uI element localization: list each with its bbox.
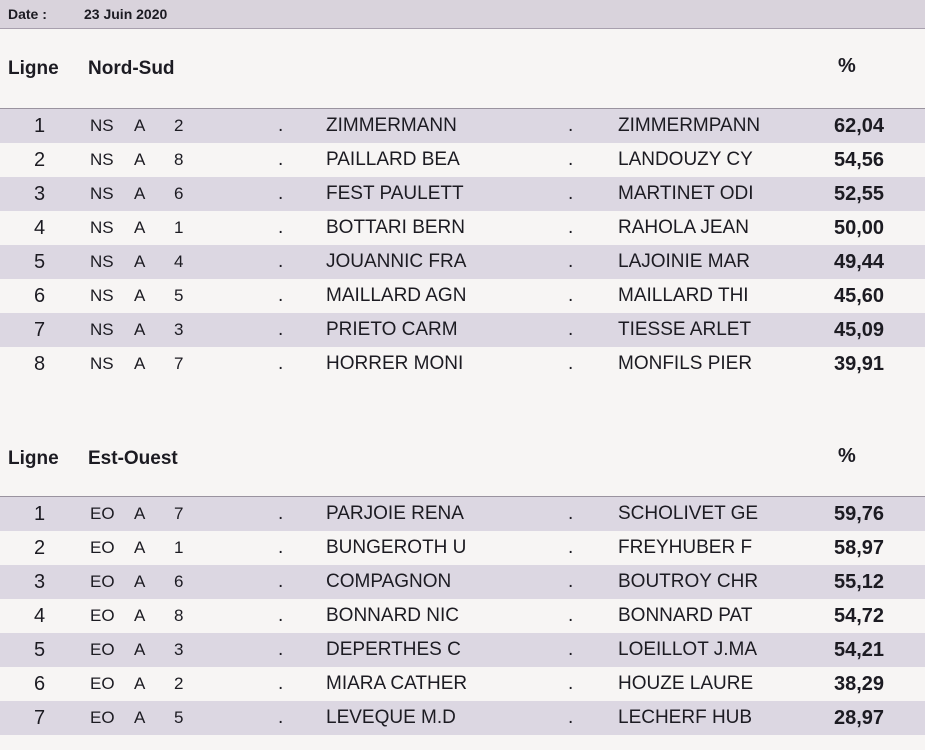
ranking-table-nord-sud: [0, 109, 925, 381]
player1-name: HORRER MONI: [326, 353, 464, 374]
player1-name: FEST PAULETT: [326, 183, 464, 204]
direction-cell: EO: [90, 708, 115, 727]
rank-cell: 3: [34, 571, 46, 593]
table-row: [0, 701, 925, 735]
player1-name: LEVEQUE M.D: [326, 707, 456, 728]
separator-dot: .: [568, 537, 574, 558]
pair-number-cell: 1: [174, 538, 184, 557]
ranking-table-est-ouest: [0, 497, 925, 735]
direction-cell: EO: [90, 572, 115, 591]
percentage-cell: 39,91: [834, 353, 885, 375]
rank-cell: 5: [34, 639, 46, 661]
table-row: [0, 177, 925, 211]
player2-name: LOEILLOT J.MA: [618, 639, 758, 660]
direction-cell: EO: [90, 640, 115, 659]
percentage-cell: 55,12: [834, 571, 885, 593]
player2-name: BOUTROY CHR: [618, 571, 759, 592]
table-row: [0, 531, 925, 565]
percentage-cell: 38,29: [834, 673, 885, 695]
player2-name: LAJOINIE MAR: [618, 251, 750, 272]
percentage-cell: 54,72: [834, 605, 885, 627]
group-cell: A: [134, 674, 146, 693]
percent-header-nord-sud: %: [838, 55, 856, 77]
separator-dot: .: [278, 673, 284, 694]
separator-dot: .: [568, 639, 574, 660]
direction-cell: NS: [90, 218, 114, 237]
group-cell: A: [134, 116, 146, 135]
separator-dot: .: [568, 183, 574, 204]
separator-dot: .: [278, 537, 284, 558]
rank-cell: 1: [34, 503, 46, 525]
rank-cell: 7: [34, 319, 46, 341]
rank-cell: 2: [34, 537, 46, 559]
group-cell: A: [134, 184, 146, 203]
player2-name: MARTINET ODI: [618, 183, 754, 204]
table-row: [0, 667, 925, 701]
table-row: [0, 599, 925, 633]
separator-dot: .: [568, 605, 574, 626]
direction-cell: NS: [90, 286, 114, 305]
player2-name: SCHOLIVET GE: [618, 503, 759, 524]
pair-number-cell: 3: [174, 320, 184, 339]
player1-name: ZIMMERMANN: [326, 115, 457, 136]
player1-name: DEPERTHES C: [326, 639, 461, 660]
percentage-cell: 62,04: [834, 115, 885, 137]
separator-dot: .: [568, 673, 574, 694]
percentage-cell: 50,00: [834, 217, 885, 239]
pair-number-cell: 3: [174, 640, 184, 659]
rank-cell: 4: [34, 217, 46, 239]
table-row: [0, 279, 925, 313]
player2-name: TIESSE ARLET: [618, 319, 752, 340]
pair-number-cell: 4: [174, 252, 184, 271]
group-cell: A: [134, 320, 146, 339]
separator-dot: .: [278, 217, 284, 238]
pair-number-cell: 7: [174, 504, 184, 523]
separator-dot: .: [278, 605, 284, 626]
rank-cell: 1: [34, 115, 46, 137]
player2-name: BONNARD PAT: [618, 605, 753, 626]
date-label: Date :: [8, 6, 47, 22]
percentage-cell: 58,97: [834, 537, 885, 559]
player2-name: LANDOUZY CY: [618, 149, 753, 170]
direction-cell: EO: [90, 538, 115, 557]
player1-name: MAILLARD AGN: [326, 285, 467, 306]
player1-name: MIARA CATHER: [326, 673, 468, 694]
percentage-cell: 28,97: [834, 707, 885, 729]
separator-dot: .: [278, 251, 284, 272]
rank-cell: 4: [34, 605, 46, 627]
separator-dot: .: [278, 503, 284, 524]
direction-cell: NS: [90, 116, 114, 135]
direction-cell: NS: [90, 184, 114, 203]
separator-dot: .: [568, 115, 574, 136]
player1-name: BUNGEROTH U: [326, 537, 467, 558]
table-row: [0, 313, 925, 347]
pair-number-cell: 2: [174, 116, 184, 135]
separator-dot: .: [278, 149, 284, 170]
direction-cell: EO: [90, 606, 115, 625]
group-cell: A: [134, 504, 146, 523]
percentage-cell: 54,21: [834, 639, 885, 661]
percentage-cell: 54,56: [834, 149, 885, 171]
separator-dot: .: [568, 217, 574, 238]
player2-name: ZIMMERMPANN: [618, 115, 761, 136]
rank-cell: 5: [34, 251, 46, 273]
player1-name: JOUANNIC FRA: [326, 251, 467, 272]
table-row: [0, 633, 925, 667]
percentage-cell: 59,76: [834, 503, 885, 525]
rank-cell: 3: [34, 183, 46, 205]
separator-dot: .: [568, 571, 574, 592]
player1-name: PAILLARD BEA: [326, 149, 460, 170]
group-cell: A: [134, 286, 146, 305]
separator-dot: .: [568, 353, 574, 374]
player2-name: HOUZE LAURE: [618, 673, 754, 694]
group-cell: A: [134, 354, 146, 373]
pair-number-cell: 5: [174, 708, 184, 727]
percentage-cell: 49,44: [834, 251, 885, 273]
table-row: [0, 497, 925, 531]
player2-name: MAILLARD THI: [618, 285, 749, 306]
separator-dot: .: [568, 707, 574, 728]
rank-cell: 6: [34, 285, 46, 307]
separator-dot: .: [568, 503, 574, 524]
separator-dot: .: [278, 115, 284, 136]
separator-dot: .: [278, 183, 284, 204]
percentage-cell: 45,09: [834, 319, 885, 341]
direction-cell: EO: [90, 674, 115, 693]
section-title-prefix: Ligne: [8, 58, 59, 79]
player2-name: LECHERF HUB: [618, 707, 753, 728]
percent-header-est-ouest: %: [838, 445, 856, 467]
player1-name: BONNARD NIC: [326, 605, 460, 626]
table-row: [0, 347, 925, 381]
direction-cell: NS: [90, 252, 114, 271]
direction-cell: NS: [90, 354, 114, 373]
separator-dot: .: [278, 319, 284, 340]
group-cell: A: [134, 606, 146, 625]
player2-name: FREYHUBER F: [618, 537, 753, 558]
date-value: 23 Juin 2020: [84, 6, 168, 22]
table-row: [0, 565, 925, 599]
group-cell: A: [134, 640, 146, 659]
rank-cell: 6: [34, 673, 46, 695]
separator-dot: .: [278, 353, 284, 374]
rank-cell: 7: [34, 707, 46, 729]
table-row: [0, 143, 925, 177]
player1-name: COMPAGNON: [326, 571, 452, 592]
group-cell: A: [134, 252, 146, 271]
separator-dot: .: [568, 251, 574, 272]
direction-cell: NS: [90, 150, 114, 169]
pair-number-cell: 6: [174, 572, 184, 591]
direction-cell: NS: [90, 320, 114, 339]
pair-number-cell: 5: [174, 286, 184, 305]
section-title-name: Nord-Sud: [88, 58, 175, 79]
separator-dot: .: [278, 639, 284, 660]
group-cell: A: [134, 538, 146, 557]
player2-name: RAHOLA JEAN: [618, 217, 749, 238]
table-row: [0, 109, 925, 143]
rank-cell: 8: [34, 353, 46, 375]
date-bar: [0, 0, 925, 29]
pair-number-cell: 2: [174, 674, 184, 693]
pair-number-cell: 8: [174, 150, 184, 169]
pair-number-cell: 6: [174, 184, 184, 203]
percentage-cell: 52,55: [834, 183, 885, 205]
group-cell: A: [134, 150, 146, 169]
player1-name: PRIETO CARM: [326, 319, 458, 340]
section-title-name: Est-Ouest: [88, 448, 178, 469]
pair-number-cell: 7: [174, 354, 184, 373]
group-cell: A: [134, 218, 146, 237]
rank-cell: 2: [34, 149, 46, 171]
pair-number-cell: 8: [174, 606, 184, 625]
separator-dot: .: [278, 285, 284, 306]
player2-name: MONFILS PIER: [618, 353, 753, 374]
direction-cell: EO: [90, 504, 115, 523]
separator-dot: .: [278, 707, 284, 728]
section-title-prefix: Ligne: [8, 448, 59, 469]
table-row: [0, 245, 925, 279]
separator-dot: .: [568, 149, 574, 170]
percentage-cell: 45,60: [834, 285, 885, 307]
player1-name: PARJOIE RENA: [326, 503, 464, 524]
group-cell: A: [134, 708, 146, 727]
separator-dot: .: [568, 319, 574, 340]
group-cell: A: [134, 572, 146, 591]
pair-number-cell: 1: [174, 218, 184, 237]
separator-dot: .: [568, 285, 574, 306]
table-row: [0, 211, 925, 245]
separator-dot: .: [278, 571, 284, 592]
player1-name: BOTTARI BERN: [326, 217, 465, 238]
